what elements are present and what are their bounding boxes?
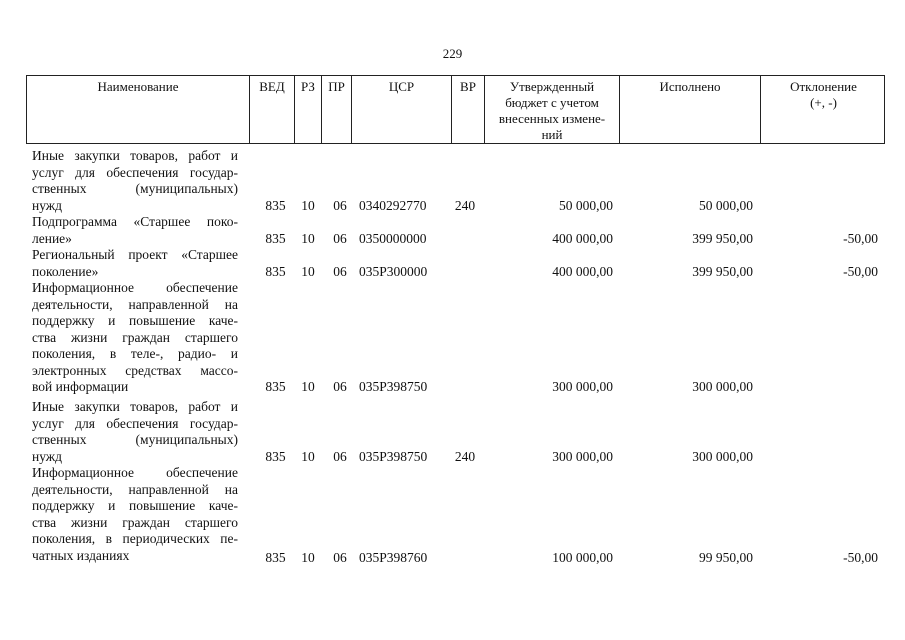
row-name-line: ственных (муниципальных) <box>32 432 238 447</box>
header-csr-label: ЦСР <box>388 79 415 94</box>
row-pr: 06 <box>333 448 347 464</box>
row-name <box>32 214 238 247</box>
row-name-line: ление» <box>32 230 72 246</box>
row-csr: 035P398750 <box>359 448 428 464</box>
row-vr: 240 <box>454 448 476 464</box>
row-name-line: Подпрограмма «Старшее поко- <box>32 214 238 229</box>
row-approved: 100 000,00 <box>552 550 613 565</box>
row-rz: 10 <box>301 263 315 279</box>
header-executed <box>619 76 760 143</box>
row-name-line: нужд <box>32 197 62 213</box>
row-name-line: электронных средствах массо- <box>32 362 238 378</box>
header-deviation <box>760 76 886 143</box>
row-csr: 035P398750 <box>359 379 428 394</box>
header-approved-line: внесенных измене- <box>498 111 606 126</box>
row-pr: 06 <box>333 230 347 246</box>
row-name-line: Региональный проект «Старшее <box>32 247 238 262</box>
header-rz <box>294 76 321 143</box>
row-deviation: -50,00 <box>843 550 878 565</box>
row-approved: 400 000,00 <box>552 263 613 279</box>
header-rz-label: РЗ <box>301 79 315 94</box>
row-name-line: ственных (муниципальных) <box>32 181 238 196</box>
header-csr <box>351 76 451 143</box>
table-header <box>26 75 885 144</box>
row-name-line: чатных изданиях <box>32 547 130 563</box>
row-name-line: поддержку и повышение каче- <box>32 313 238 328</box>
header-pr-label: ПР <box>328 79 345 94</box>
row-rz: 10 <box>301 197 315 213</box>
row-approved: 300 000,00 <box>552 448 613 464</box>
row-pr: 06 <box>333 550 347 565</box>
row-pr: 06 <box>333 379 347 394</box>
row-ved: 835 <box>265 263 286 279</box>
row-name-line: Иные закупки товаров, работ и <box>32 148 238 163</box>
row-name-line: поколения, в теле-, радио- и <box>32 346 238 361</box>
row-name-line: ства жизни граждан старшего <box>32 329 238 345</box>
row-executed: 99 950,00 <box>699 550 753 565</box>
row-name-line: поддержку и повышение каче- <box>32 498 238 513</box>
row-approved: 400 000,00 <box>552 230 613 246</box>
row-name-line: поколения, в периодических пе- <box>32 531 238 546</box>
header-executed-label: Исполнено <box>659 79 721 94</box>
row-ved: 835 <box>265 379 286 394</box>
row-name-line: Информационное обеспечение <box>32 280 238 295</box>
header-vr-label: ВР <box>460 79 476 94</box>
row-name <box>32 247 238 280</box>
row-name-line: ства жизни граждан старшего <box>32 514 238 530</box>
header-deviation-line: Отклонение <box>790 79 857 94</box>
row-name-line: услуг для обеспечения государ- <box>32 415 238 431</box>
row-ved: 835 <box>265 550 286 565</box>
row-name-line: поколение» <box>32 263 99 279</box>
row-pr: 06 <box>333 263 347 279</box>
header-approved <box>484 76 619 143</box>
row-name-line: Информационное обеспечение <box>32 465 238 480</box>
row-executed: 300 000,00 <box>692 379 753 394</box>
row-pr: 06 <box>333 197 347 213</box>
row-vr: 240 <box>454 197 476 213</box>
row-name-line: деятельности, направленной на <box>32 481 238 497</box>
header-vr <box>451 76 484 143</box>
row-executed: 50 000,00 <box>699 197 753 213</box>
row-approved: 50 000,00 <box>559 197 613 213</box>
row-name-line: услуг для обеспечения государ- <box>32 164 238 180</box>
row-csr: 035P398760 <box>359 550 428 565</box>
row-name <box>32 280 238 396</box>
row-csr: 0350000000 <box>359 230 427 246</box>
header-approved-line: Утвержденный <box>509 79 595 94</box>
row-name-line: вой информации <box>32 379 129 394</box>
row-csr: 035P300000 <box>359 263 428 279</box>
row-name-line: деятельности, направленной на <box>32 296 238 312</box>
row-deviation: -50,00 <box>843 230 878 246</box>
header-approved-line: ний <box>541 127 563 142</box>
header-name <box>27 76 249 143</box>
header-ved-label: ВЕД <box>259 79 285 94</box>
header-deviation-line: (+, -) <box>810 95 837 110</box>
row-ved: 835 <box>265 197 286 213</box>
row-name <box>32 465 238 564</box>
header-approved-line: бюджет с учетом <box>505 95 599 110</box>
row-executed: 300 000,00 <box>692 448 753 464</box>
row-ved: 835 <box>265 448 286 464</box>
row-approved: 300 000,00 <box>552 379 613 394</box>
row-name <box>32 399 238 465</box>
header-ved <box>249 76 294 143</box>
row-rz: 10 <box>301 230 315 246</box>
row-name-line: Иные закупки товаров, работ и <box>32 399 238 414</box>
row-rz: 10 <box>301 550 315 565</box>
row-name <box>32 148 238 214</box>
row-name-line: нужд <box>32 448 62 464</box>
row-rz: 10 <box>301 379 315 394</box>
row-deviation: -50,00 <box>843 263 878 279</box>
header-pr <box>321 76 351 143</box>
row-executed: 399 950,00 <box>692 230 753 246</box>
row-rz: 10 <box>301 448 315 464</box>
page-number: 229 <box>442 46 463 61</box>
row-ved: 835 <box>265 230 286 246</box>
header-name-label: Наименование <box>97 79 179 94</box>
row-csr: 0340292770 <box>359 197 427 213</box>
row-executed: 399 950,00 <box>692 263 753 279</box>
